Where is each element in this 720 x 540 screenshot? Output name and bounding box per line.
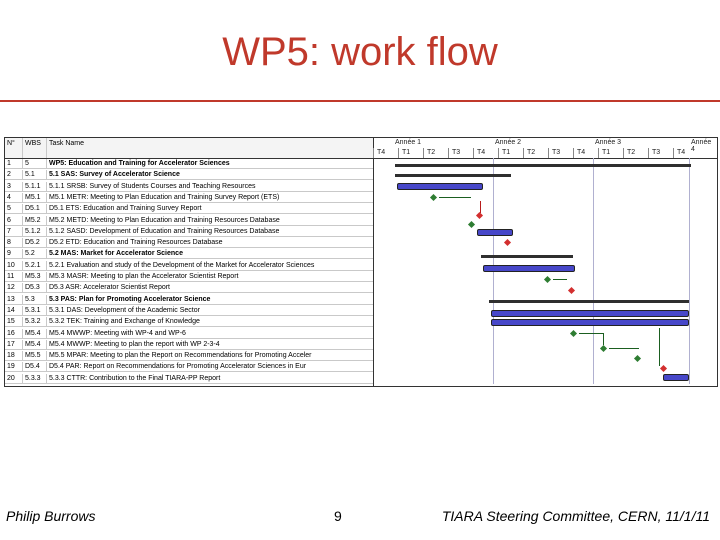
quarter-label: T4 <box>377 149 386 156</box>
row-wbs: 5.2 <box>23 249 47 258</box>
title-divider <box>0 100 720 102</box>
table-row[interactable] <box>5 227 373 237</box>
row-number: 11 <box>5 272 23 281</box>
quarter-divider <box>398 148 399 158</box>
footer-author: Philip Burrows <box>6 508 96 524</box>
quarter-divider <box>623 148 624 158</box>
table-row[interactable] <box>5 204 373 214</box>
table-row[interactable] <box>5 283 373 293</box>
footer-event: TIARA Steering Committee, CERN, 11/1/11 <box>441 508 710 524</box>
row-task-name: D5.1 ETS: Education and Training Survey Report <box>49 205 202 213</box>
quarter-divider <box>448 148 449 158</box>
row-task-name: M5.4 MWWP: Meeting with WP-4 and WP-6 <box>49 329 186 337</box>
row-wbs: D5.4 <box>23 362 47 371</box>
summary-bar <box>489 300 689 303</box>
row-number: 13 <box>5 295 23 304</box>
milestone-marker[interactable] <box>468 221 475 228</box>
quarter-label: T4 <box>577 149 586 156</box>
slide-title: WP5: work flow <box>222 30 498 74</box>
row-task-name: 5.2 MAS: Market for Accelerator Science <box>49 250 183 258</box>
row-task-name: M5.4 MWWP: Meeting to plan the report with WP 2-3-4 <box>49 340 220 348</box>
row-number: 1 <box>5 159 23 168</box>
row-number: 2 <box>5 170 23 179</box>
quarter-label: T4 <box>477 149 486 156</box>
milestone-marker[interactable] <box>634 355 641 362</box>
row-number: 7 <box>5 227 23 236</box>
quarter-divider <box>423 148 424 158</box>
row-number: 14 <box>5 306 23 315</box>
quarter-label: T3 <box>452 149 461 156</box>
row-wbs: M5.4 <box>23 329 47 338</box>
row-task-name: 5.2.1 Evaluation and study of the Development of the Market for Accelerator Sciences <box>49 261 315 269</box>
year-boundary <box>593 158 594 384</box>
dependency-link <box>659 328 660 366</box>
quarter-label: T2 <box>527 149 536 156</box>
row-number: 16 <box>5 329 23 338</box>
table-row[interactable] <box>5 170 373 180</box>
footer-page-number: 9 <box>334 508 342 524</box>
quarter-divider <box>523 148 524 158</box>
quarter-label: T3 <box>652 149 661 156</box>
row-number: 20 <box>5 374 23 383</box>
row-task-name: 5.3 PAS: Plan for Promoting Accelerator Science <box>49 295 211 303</box>
milestone-marker[interactable] <box>430 194 437 201</box>
row-task-name: D5.4 PAR: Report on Recommendations for Promoting Accelerator Sciences in Eur <box>49 363 307 371</box>
milestone-marker[interactable] <box>570 330 577 337</box>
task-bar[interactable] <box>483 265 575 272</box>
quarter-divider <box>373 148 374 158</box>
quarter-divider <box>573 148 574 158</box>
table-row[interactable] <box>5 261 373 271</box>
quarter-divider <box>648 148 649 158</box>
quarter-label: T1 <box>502 149 511 156</box>
quarter-divider <box>673 148 674 158</box>
table-row[interactable] <box>5 362 373 372</box>
year-label: Année 3 <box>595 139 622 146</box>
row-wbs: 5.1.2 <box>23 227 47 236</box>
row-wbs: M5.5 <box>23 351 47 360</box>
milestone-marker[interactable] <box>544 276 551 283</box>
table-row[interactable] <box>5 351 373 361</box>
row-number: 12 <box>5 283 23 292</box>
quarter-label: T2 <box>427 149 436 156</box>
row-number: 18 <box>5 351 23 360</box>
row-wbs: D5.3 <box>23 283 47 292</box>
row-number: 9 <box>5 249 23 258</box>
year-label: Année 2 <box>495 139 522 146</box>
gantt-chart <box>373 137 718 387</box>
table-row[interactable] <box>5 329 373 339</box>
quarter-divider <box>498 148 499 158</box>
row-number: 19 <box>5 362 23 371</box>
task-table <box>4 137 374 387</box>
row-wbs: 5.3.2 <box>23 317 47 326</box>
quarter-label: T1 <box>402 149 411 156</box>
quarter-divider <box>598 148 599 158</box>
row-number: 17 <box>5 340 23 349</box>
table-row[interactable] <box>5 182 373 192</box>
dependency-link <box>579 333 603 334</box>
row-number: 4 <box>5 193 23 202</box>
dependency-link <box>553 279 567 280</box>
table-row[interactable] <box>5 317 373 327</box>
task-bar[interactable] <box>491 310 689 317</box>
dependency-link <box>603 333 604 345</box>
header-wbs: WBS <box>23 138 47 158</box>
table-row[interactable] <box>5 374 373 384</box>
row-wbs: 5.1.1 <box>23 182 47 191</box>
quarter-divider <box>473 148 474 158</box>
task-bar[interactable] <box>663 374 689 381</box>
row-task-name: M5.1 METR: Meeting to Plan Education and Training Survey Report (ETS) <box>49 193 280 201</box>
dependency-link <box>609 348 639 349</box>
quarter-label: T3 <box>552 149 561 156</box>
row-task-name: M5.3 MASR: Meeting to plan the Accelerator Scientist Report <box>49 273 239 280</box>
deliverable-marker[interactable] <box>504 239 511 246</box>
table-row[interactable] <box>5 295 373 305</box>
table-row[interactable] <box>5 340 373 350</box>
year-label: Année 4 <box>691 139 712 153</box>
row-task-name: M5.5 MPAR: Meeting to plan the Report on Recommendations for Promoting Acceler <box>49 352 312 360</box>
row-wbs: 5.3.1 <box>23 306 47 315</box>
quarter-label: T2 <box>627 149 636 156</box>
dependency-link <box>480 201 481 213</box>
task-bar[interactable] <box>397 183 483 190</box>
deliverable-marker[interactable] <box>568 287 575 294</box>
table-row[interactable] <box>5 249 373 259</box>
header-number: N° <box>5 138 23 158</box>
row-wbs: 5.3.3 <box>23 374 47 383</box>
row-task-name: D5.2 ETD: Education and Training Resources Database <box>49 239 223 247</box>
row-wbs: M5.1 <box>23 193 47 202</box>
row-wbs: M5.3 <box>23 272 47 281</box>
table-row[interactable] <box>5 306 373 316</box>
row-task-name: 5.1.1 SRSB: Survey of Students Courses and Teaching Resources <box>49 182 256 190</box>
table-header-row <box>5 138 373 159</box>
quarter-label: T1 <box>602 149 611 156</box>
summary-bar <box>395 174 511 177</box>
row-number: 6 <box>5 216 23 225</box>
year-boundary <box>689 158 690 384</box>
row-wbs: D5.2 <box>23 238 47 247</box>
row-number: 5 <box>5 204 23 213</box>
quarter-label: T4 <box>677 149 686 156</box>
row-wbs: 5.3 <box>23 295 47 304</box>
row-task-name: 5.3.3 CTTR: Contribution to the Final TIARA-PP Report <box>49 374 221 382</box>
row-task-name: 5.3.2 TEK: Training and Exchange of Knowledge <box>49 318 200 326</box>
task-bar[interactable] <box>477 229 513 236</box>
dependency-link <box>439 197 471 198</box>
row-task-name: M5.2 METD: Meeting to Plan Education and Training Resources Database <box>49 216 280 224</box>
row-task-name: D5.3 ASR: Accelerator Scientist Report <box>49 284 170 292</box>
row-number: 15 <box>5 317 23 326</box>
deliverable-marker[interactable] <box>660 365 667 372</box>
task-bar[interactable] <box>491 319 689 326</box>
year-label: Année 1 <box>395 139 422 146</box>
deliverable-marker[interactable] <box>476 212 483 219</box>
row-task-name: WP5: Education and Training for Accelerator Sciences <box>49 160 230 167</box>
row-number: 8 <box>5 238 23 247</box>
row-wbs: 5 <box>23 159 47 168</box>
table-row[interactable] <box>5 159 373 169</box>
row-number: 3 <box>5 182 23 191</box>
row-wbs: M5.2 <box>23 216 47 225</box>
table-row[interactable] <box>5 272 373 282</box>
row-task-name: 5.3.1 DAS: Development of the Academic Sector <box>49 306 200 314</box>
quarter-divider <box>548 148 549 158</box>
table-row[interactable] <box>5 216 373 226</box>
row-task-name: 5.1 SAS: Survey of Accelerator Science <box>49 171 180 179</box>
table-row[interactable] <box>5 238 373 248</box>
row-task-name: 5.1.2 SASD: Development of Education and Training Resources Database <box>49 227 280 235</box>
row-wbs: M5.4 <box>23 340 47 349</box>
summary-bar <box>481 255 573 258</box>
row-wbs: 5.2.1 <box>23 261 47 270</box>
row-wbs: 5.1 <box>23 170 47 179</box>
row-number: 10 <box>5 261 23 270</box>
row-wbs: D5.1 <box>23 204 47 213</box>
gantt-timescale <box>373 138 717 159</box>
header-task-name: Task Name <box>49 140 85 147</box>
milestone-marker[interactable] <box>600 345 607 352</box>
table-row[interactable] <box>5 193 373 203</box>
summary-bar <box>395 164 691 167</box>
